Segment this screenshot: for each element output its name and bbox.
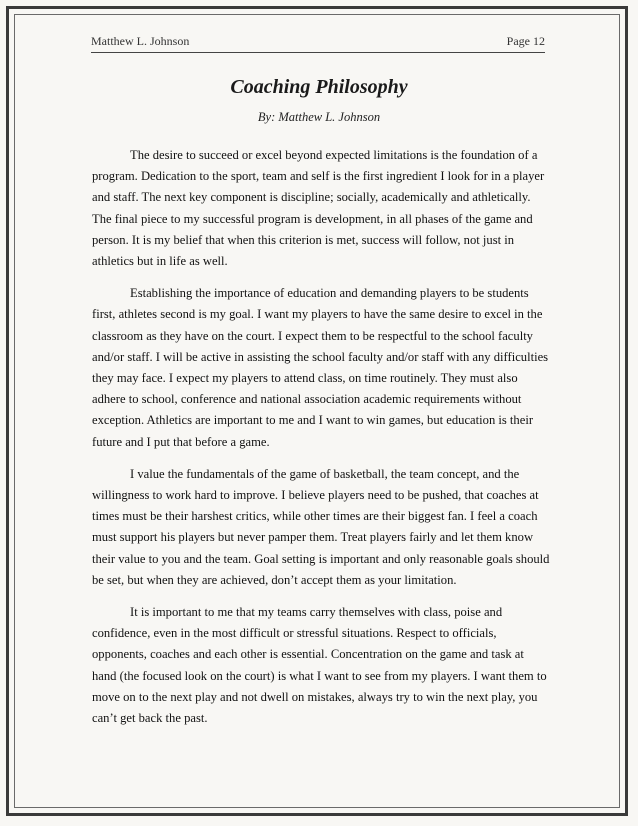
page-header	[91, 34, 545, 53]
paragraph-foundation: The desire to succeed or excel beyond expected limitations is the foundation of a program. Dedication to the sport, team and self is the first ingredient I look for in a player and staff. The next key component is discipline; socially, academically and athletically. The final piece to my successful program is development, in all phases of the game and person. It is my belief that when this criterion is met, success will follow, not just in athletics but in life as well.	[92, 148, 545, 269]
header-author: Matthew L. Johnson	[91, 34, 190, 48]
paragraph-education: Establishing the importance of education and demanding players to be students first, athletes second is my goal. I want my players to have the same desire to excel in the classroom as they have on the court. I expect them to be respectful to the school faculty and/or staff. I will be active in assisting the school faculty and/or staff with any difficulties they may face. I expect my players to attend class, on time routinely. They must also adhere to school, conference and national association academic requirements without exception. Athletics are important to me and I want to win games, but education is their future and I put that before a game.	[92, 286, 549, 449]
paragraph-fundamentals: I value the fundamentals of the game of basketball, the team concept, and the willingness to work hard to improve. I believe players need to be pushed, that coaches at times must be their harshest critics, while other times are their biggest fan. I feel a coach must support his players but never pamper them. Treat players fairly and let them know their value to you and the team. Goal setting is important and only reasonable goals should be set, but when they are achieved, don’t accept them as your limitation.	[92, 466, 550, 587]
header-page-number: Page 12	[506, 34, 545, 48]
document-byline: By: Matthew L. Johnson	[257, 110, 381, 124]
document-body	[92, 145, 550, 740]
paragraph-class-poise: It is important to me that my teams carry themselves with class, poise and confidence, even in the most difficult or stressful situations. Respect to officials, opponents, coaches and each other is essential. Concentration on the game and task at hand (the focused look on the court) is what I want to see from my players. I want them to move on to the next play and not dwell on mistakes, always try to win the next play, you can’t get back the past.	[92, 605, 547, 726]
document-title: Coaching Philosophy	[230, 76, 408, 98]
